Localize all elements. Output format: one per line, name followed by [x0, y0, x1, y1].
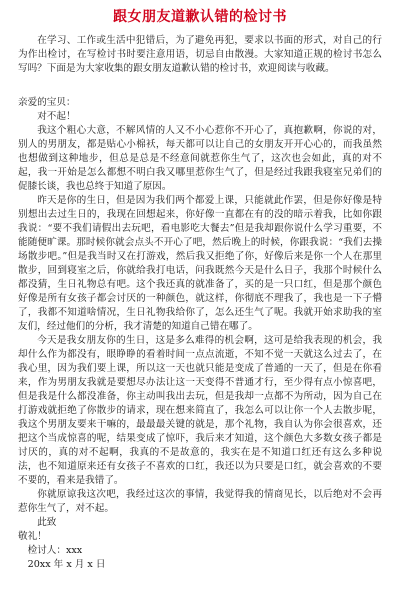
document-title: 跟女朋友道歉认错的检讨书: [113, 9, 287, 25]
body-paragraph-1: 对不起！: [37, 111, 76, 122]
closing-salute: 此致: [37, 517, 57, 528]
body-paragraph-2: 我这个粗心大意，不解风情的人又不小心惹你不开心了，真抱歉啊，你说的对，别人的男朋友，都是贴心小棉袄，每天都可以让自己的女朋友开开心心的，而我虽然也想做到这种地步，但总是总是不经意间就惹你生气了，这次也会如此，真的对不起，我一开始是怎么都想不明白我又哪里惹你生气了，但是经过我跟我寝室兄弟们的促膝长谈，我也总终于知道了原因。: [18, 125, 382, 192]
intro-paragraph: 在学习、工作或生活中犯错后，为了避免再犯，要求以书面的形式，对自己的行为作出检讨，在写检讨书时要注意用语，切忌自由散漫。大家知道正规的检讨书怎么写吗？下面是为大家收集的跟女朋友道歉认错的检讨书，欢迎阅读与收藏。: [18, 35, 382, 74]
salutation: 亲爱的宝贝：: [18, 97, 76, 108]
body-paragraph-5: 你就原谅我这次吧，我经过这次的事情，我觉得我的情商见长，以后绝对不会再惹你生气了，对不起。: [18, 489, 382, 514]
signer-line: 检讨人：xxx: [27, 545, 83, 556]
date-line: 20xx 年 x 月 x 日: [27, 559, 106, 570]
body-paragraph-3: 昨天是你的生日，但是因为我们两个都爱上课，只能就此作罢，但是你好像是特别想出去过生日的，我现在回想起来，你好像一直都在有的没的暗示着我，比如你跟我说：“要不我们请假出去玩吧，看电影吃大餐去”但是我却跟你说什么学习重要，不能随便旷课。那时候你就会点头不开心了吧，然后晚上的时候，你跟我说：“我们去操场散步吧。”但是我当时又在打游戏，然后我又拒绝了你，好像后来是你一个人在那里散步，回到寝室之后，你就给我打电话，问我既然今天是什么日子，我那个时候什么都没猜，生日礼物总有吧。这个我还真的就准备了，买的是一只口红，但是那个颜色好像是所有女孩子都会讨厌的一种颜色，就这样，你彻底不理我了，我也是一下子懵了，我都不知道啥情况，生日礼物我给你了，怎么还生气了呢。我就开始求助我的室友们，经过他们的分析，我才清楚的知道自己错在哪了。: [18, 195, 382, 332]
body-paragraph-4: 今天是我女朋友你的生日，这是多么难得的机会啊，这可是给我表现的机会，我却什么作为都没有，眼睁睁的看着时间一点点流逝，不知不觉一天就这么过去了，在我心里，因为我们要上课，所以这一天也就只能是变成了普通的一天了，但是在你看来，作为男朋友我就是要想尽办法让这一天变得不普通才行，至少得有点小惊喜吧，但是我是什么都没准备，你主动叫我出去玩，但是我却一点都不为所动，因为自己在打游戏就拒绝了你散步的请求，现在想来简直了，我怎么可以让你一个人去散步呢，我这个男朋友要来干嘛的，最最最关键的就是，那个礼物，我自认为你会很喜欢，还把这个当成惊喜的呢，结果变成了惊吓，我后来才知道，这个颜色大多数女孩子都是讨厌的，真的对不起啊，我真的不是故意的，我实在是不知道口红还有这么多种说法，也不知道原来还有女孩子不喜欢的口红，我还以为只要是口红，就会喜欢的不要不要的，看来是我错了。: [18, 335, 382, 486]
closing-respect: 敬礼！: [18, 531, 47, 542]
